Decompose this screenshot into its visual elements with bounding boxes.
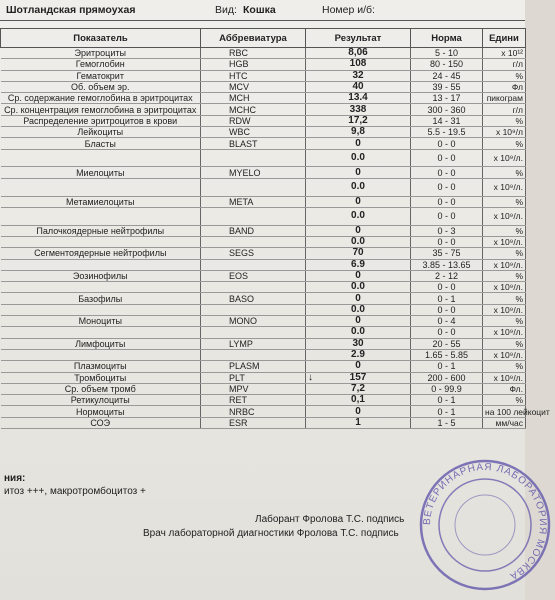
parameter-name (1, 259, 201, 270)
table-row (1, 207, 526, 225)
table-row (1, 259, 526, 270)
table-row (1, 327, 526, 338)
table-row (1, 304, 526, 315)
abbreviation: ESR (201, 417, 306, 428)
result-value: 32 (306, 70, 411, 81)
result-value: 17,2 (306, 115, 411, 126)
table-header-row (1, 29, 526, 48)
table-row (1, 48, 526, 59)
table-row (1, 196, 526, 207)
results-table (0, 28, 550, 429)
abbreviation: EOS (201, 270, 306, 281)
unit: на 100 лейкоцит (483, 406, 526, 417)
parameter-name: Моноциты (1, 316, 201, 327)
parameter-name: Об. объем эр. (1, 81, 201, 92)
abbreviation: MCV (201, 81, 306, 92)
result-value: 0.0 (306, 149, 411, 167)
norm-range: 0 - 3 (411, 225, 483, 236)
norm-range: 200 - 600 (411, 372, 483, 383)
norm-range: 35 - 75 (411, 248, 483, 259)
table-row (1, 406, 526, 417)
abbreviation (201, 282, 306, 293)
table-row (1, 236, 526, 247)
result-value: 0 (306, 361, 411, 372)
table-row (1, 383, 526, 394)
abbreviation: BLAST (201, 138, 306, 149)
parameter-name: Лимфоциты (1, 338, 201, 349)
lab-assistant-signature: Лаборант Фролова Т.С. подпись (255, 514, 405, 525)
table-row (1, 138, 526, 149)
parameter-name (1, 178, 201, 196)
table-row (1, 349, 526, 360)
table-row (1, 127, 526, 138)
table-row (1, 225, 526, 236)
result-value: 0 (306, 167, 411, 178)
norm-range: 0 - 0 (411, 196, 483, 207)
parameter-name: Метамиелоциты (1, 196, 201, 207)
norm-range: 0 - 0 (411, 327, 483, 338)
abbreviation: PLASM (201, 361, 306, 372)
result-value: 0 (306, 225, 411, 236)
norm-range: 3.85 - 13.65 (411, 259, 483, 270)
unit: x 10⁹/л. (483, 259, 526, 270)
parameter-name: Базофилы (1, 293, 201, 304)
parameter-name: Тромбоциты (1, 372, 201, 383)
result-value: 0 (306, 406, 411, 417)
abbreviation: MCHC (201, 104, 306, 115)
abbreviation (201, 304, 306, 315)
unit: % (483, 395, 526, 406)
unit: x 10⁹/л. (483, 372, 526, 383)
unit: x 10⁹/л. (483, 304, 526, 315)
table-row (1, 59, 526, 70)
unit: % (483, 270, 526, 281)
abbreviation (201, 149, 306, 167)
parameter-name (1, 327, 201, 338)
unit: мм/час (483, 417, 526, 428)
norm-range: 0 - 0 (411, 236, 483, 247)
norm-range: 24 - 45 (411, 70, 483, 81)
norm-range: 1.65 - 5.85 (411, 349, 483, 360)
table-row (1, 361, 526, 372)
result-value: 0.0 (306, 327, 411, 338)
result-value: 0.0 (306, 236, 411, 247)
table-row (1, 270, 526, 281)
abbreviation (201, 259, 306, 270)
species-value: Кошка (243, 4, 276, 16)
unit: % (483, 338, 526, 349)
result-value: 6.9 (306, 259, 411, 270)
abbreviation: WBC (201, 127, 306, 138)
unit: x 10⁹/л. (483, 327, 526, 338)
unit: x 10⁹/л. (483, 349, 526, 360)
abbreviation: PLT (201, 372, 306, 383)
norm-range: 1 - 5 (411, 417, 483, 428)
result-value: 0 (306, 270, 411, 281)
parameter-name: Эритроциты (1, 48, 201, 59)
abbreviation (201, 327, 306, 338)
norm-range: 0 - 0 (411, 138, 483, 149)
unit: % (483, 196, 526, 207)
unit: % (483, 225, 526, 236)
table-row (1, 282, 526, 293)
abbreviation: RBC (201, 48, 306, 59)
table-row (1, 104, 526, 115)
norm-range: 0 - 4 (411, 316, 483, 327)
parameter-name: Плазмоциты (1, 361, 201, 372)
abbreviation: NRBC (201, 406, 306, 417)
parameter-name (1, 236, 201, 247)
result-value: 0,1 (306, 395, 411, 406)
table-row (1, 93, 526, 104)
parameter-name (1, 149, 201, 167)
abbreviation (201, 178, 306, 196)
parameter-name: Сегментоядерные нейтрофилы (1, 248, 201, 259)
table-row (1, 167, 526, 178)
abbreviation: HGB (201, 59, 306, 70)
table-row (1, 70, 526, 81)
parameter-name: Распределение эритроцитов в крови (1, 115, 201, 126)
abbreviation: RDW (201, 115, 306, 126)
result-value: 0.0 (306, 207, 411, 225)
parameter-name: Нормоциты (1, 406, 201, 417)
unit: x 10⁹/л. (483, 282, 526, 293)
norm-range: 5.5 - 19.5 (411, 127, 483, 138)
result-value: 0 (306, 293, 411, 304)
unit: Фл (483, 81, 526, 92)
abbreviation: LYMP (201, 338, 306, 349)
result-value: 9,8 (306, 127, 411, 138)
parameter-name: Гемоглобин (1, 59, 201, 70)
norm-range: 13 - 17 (411, 93, 483, 104)
unit: Фл. (483, 383, 526, 394)
abbreviation: MPV (201, 383, 306, 394)
norm-range: 0 - 1 (411, 406, 483, 417)
table-row (1, 178, 526, 196)
result-value: 0 (306, 138, 411, 149)
norm-range: 80 - 150 (411, 59, 483, 70)
patient-header (0, 0, 525, 21)
result-value: 0.0 (306, 304, 411, 315)
unit: x 10⁹/л. (483, 207, 526, 225)
norm-range: 0 - 0 (411, 149, 483, 167)
norm-range: 14 - 31 (411, 115, 483, 126)
abbreviation (201, 236, 306, 247)
abbreviation (201, 349, 306, 360)
unit: % (483, 316, 526, 327)
norm-range: 0 - 0 (411, 178, 483, 196)
norm-range: 0 - 0 (411, 282, 483, 293)
unit: x 10⁹/л. (483, 236, 526, 247)
parameter-name: Лейкоциты (1, 127, 201, 138)
species-label: Вид: (215, 4, 237, 16)
low-flag-arrow-icon: ↓ (308, 371, 313, 383)
parameter-name (1, 207, 201, 225)
norm-range: 0 - 0 (411, 167, 483, 178)
table-row (1, 372, 526, 383)
table-row (1, 115, 526, 126)
table-row (1, 417, 526, 428)
result-value: 108 (306, 59, 411, 70)
stamp-text: ВЕТЕРИНАРНАЯ ЛАБОРАТОРИЯ МОСКВА (421, 461, 549, 582)
abbreviation: BAND (201, 225, 306, 236)
abbreviation: HTC (201, 70, 306, 81)
norm-range: 2 - 12 (411, 270, 483, 281)
record-number-label: Номер и/б: (322, 4, 375, 16)
norm-range: 20 - 55 (411, 338, 483, 349)
parameter-name (1, 282, 201, 293)
unit: % (483, 248, 526, 259)
unit: % (483, 293, 526, 304)
result-value: 40 (306, 81, 411, 92)
abbreviation: RET (201, 395, 306, 406)
unit: x 10⁹/л (483, 127, 526, 138)
parameter-name: Миелоциты (1, 167, 201, 178)
parameter-name: Ср. концентрация гемоглобина в эритроцитах (1, 104, 201, 115)
parameter-name (1, 349, 201, 360)
abbreviation: META (201, 196, 306, 207)
laboratory-stamp (415, 455, 555, 595)
patient-breed: Шотландская прямоухая (6, 4, 136, 16)
unit: г/л (483, 104, 526, 115)
result-value: 157 ↓ (306, 372, 411, 383)
unit: % (483, 361, 526, 372)
col-header-norm: Норма (411, 29, 483, 48)
unit: x 10⁹/л. (483, 149, 526, 167)
result-value: 8,06 (306, 48, 411, 59)
parameter-name: Ср. объем тромб (1, 383, 201, 394)
result-value: 13.4 (306, 93, 411, 104)
abbreviation: MCH (201, 93, 306, 104)
unit: г/л (483, 59, 526, 70)
table-row (1, 395, 526, 406)
abbreviation: BASO (201, 293, 306, 304)
result-value: 0 (306, 316, 411, 327)
parameter-name: СОЭ (1, 417, 201, 428)
norm-range: 0 - 0 (411, 304, 483, 315)
abbreviation (201, 207, 306, 225)
col-header-unit: Едини (483, 29, 526, 48)
table-row (1, 316, 526, 327)
result-value: 30 (306, 338, 411, 349)
result-value: 1 (306, 417, 411, 428)
table-row (1, 149, 526, 167)
parameter-name: Гематокрит (1, 70, 201, 81)
col-header-abbreviation: Аббревиатура (201, 29, 306, 48)
parameter-name: Эозинофилы (1, 270, 201, 281)
parameter-name: Бласты (1, 138, 201, 149)
doctor-signature: Врач лабораторной диагностики Фролова Т.С. подпись (143, 528, 399, 539)
result-value: 338 (306, 104, 411, 115)
abbreviation: MYELO (201, 167, 306, 178)
result-value: 0.0 (306, 178, 411, 196)
norm-range: 0 - 0 (411, 207, 483, 225)
abbreviation: SEGS (201, 248, 306, 259)
table-row (1, 248, 526, 259)
unit: x 10¹² (483, 48, 526, 59)
col-header-result: Результат (306, 29, 411, 48)
unit: % (483, 167, 526, 178)
norm-range: 5 - 10 (411, 48, 483, 59)
table-row (1, 338, 526, 349)
unit: % (483, 138, 526, 149)
parameter-name (1, 304, 201, 315)
norm-range: 0 - 99.9 (411, 383, 483, 394)
abbreviation: MONO (201, 316, 306, 327)
unit: пикограм (483, 93, 526, 104)
unit: x 10⁹/л. (483, 178, 526, 196)
parameter-name: Ср. содержание гемоглобина в эритроцитах (1, 93, 201, 104)
norm-range: 0 - 1 (411, 395, 483, 406)
parameter-name: Ретикулоциты (1, 395, 201, 406)
norm-range: 300 - 360 (411, 104, 483, 115)
table-row (1, 293, 526, 304)
col-header-parameter: Показатель (1, 29, 201, 48)
result-value: 70 (306, 248, 411, 259)
table-row (1, 81, 526, 92)
norm-range: 0 - 1 (411, 293, 483, 304)
norm-range: 39 - 55 (411, 81, 483, 92)
notes-heading: ния: (4, 473, 26, 484)
result-value: 0.0 (306, 282, 411, 293)
parameter-name: Палочкоядерные нейтрофилы (1, 225, 201, 236)
result-value: 7,2 (306, 383, 411, 394)
unit: % (483, 115, 526, 126)
result-value: 0 (306, 196, 411, 207)
unit: % (483, 70, 526, 81)
notes-comment: итоз +++, макротромбоцитоз + (4, 486, 146, 497)
result-value: 2.9 (306, 349, 411, 360)
norm-range: 0 - 1 (411, 361, 483, 372)
